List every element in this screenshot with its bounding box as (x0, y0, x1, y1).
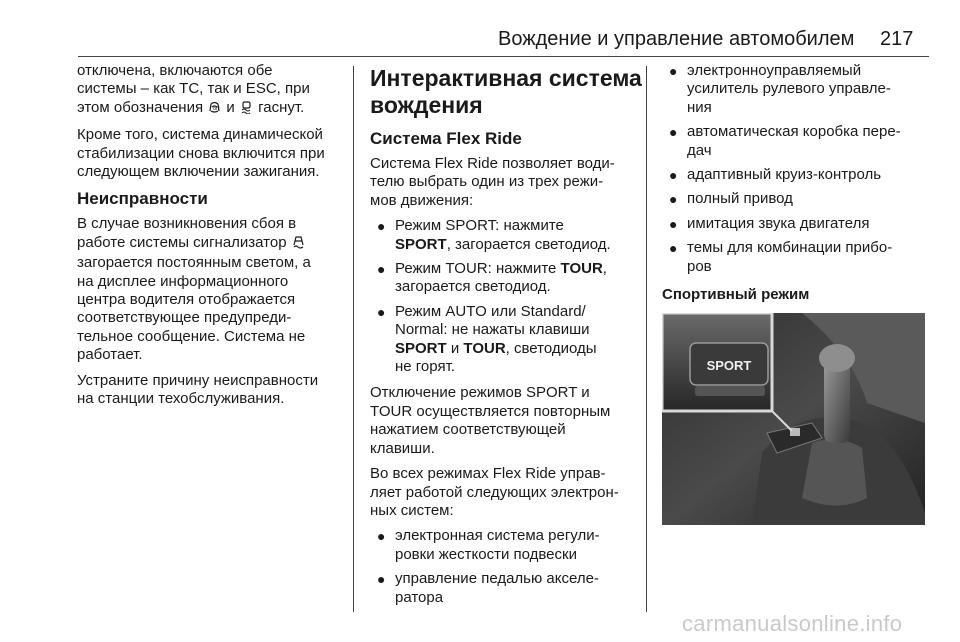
paragraph-esc-reenable: Кроме того, система динамической стабилизации снова включится при следующем включении зажигания. (77, 126, 325, 181)
column-1 (77, 62, 345, 416)
watermark: carmanualsonline.info (682, 611, 903, 636)
paragraph-fault: В случае возникновения сбоя в работе системы сигнализатор загорается постоянным светом, а на дисплее информационного центра водителя отображается соответствующее предупреди- тельное сообщение. Система не работает. (77, 215, 311, 364)
paragraph-systems: Во всех режимах Flex Ride управ- ляет работой следующих электрон- ных систем: (370, 465, 619, 519)
header-title: Вождение и управление автомобилем (498, 28, 855, 50)
heading-sport-mode: Спортивный режим (662, 286, 810, 304)
column-3 (662, 62, 930, 318)
list-item: ● автоматическая коробка пере- дач (669, 123, 901, 159)
paragraph-esc-off: отключена, включаются обе системы – как TC, так и ESC, при этом обозначения off и гаснут. (77, 62, 345, 119)
list-item: ● Режим AUTO или Standard/ Normal: не нажаты клавиши SPORT и TOUR, светодиоды не горят. (377, 302, 597, 376)
paragraph-service: Устраните причину неисправности на станции техобслуживания. (77, 371, 319, 408)
svg-text:off: off (213, 105, 220, 112)
warning-lamp-icon (292, 235, 305, 254)
mode-list (370, 217, 638, 376)
traction-control-off-icon (208, 100, 221, 119)
systems-list-1 (370, 527, 638, 607)
column-2 (370, 62, 642, 615)
column-divider-right (646, 66, 647, 612)
list-item: ● полный привод (669, 190, 793, 208)
page-number: 217 (880, 28, 914, 50)
list-item: ● электронная система регули- ровки жесткости подвески (377, 527, 600, 563)
section-heading: Интерактивная система вождения (370, 65, 642, 118)
systems-list-2 (662, 62, 930, 276)
sport-button-photo (662, 313, 925, 525)
subheading-flex-ride: Система Flex Ride (370, 129, 522, 148)
heading-faults: Неисправности (77, 189, 208, 209)
list-item: ● темы для комбинации прибо- ров (669, 239, 893, 275)
list-item: ● Режим SPORT: нажмите SPORT, загорается светодиод. (377, 217, 611, 253)
page-header (0, 0, 960, 60)
header-rule (78, 56, 929, 57)
column-divider-left (353, 66, 354, 612)
list-item: ● адаптивный круиз-контроль (669, 166, 882, 184)
paragraph-intro: Система Flex Ride позволяет води- телю выбрать один из трех режи- мов движения: (370, 155, 615, 209)
photo-sport-label: SPORT (706, 358, 752, 373)
list-item: ● электронноуправляемый усилитель рулевого управле- ния (669, 62, 891, 116)
list-item: ● управление педалью акселе- ратора (377, 570, 599, 606)
list-item: ● имитация звука двигателя (669, 214, 870, 232)
list-item: ● Режим TOUR: нажмите TOUR, загорается светодиод. (377, 260, 607, 296)
paragraph-deactivate: Отключение режимов SPORT и TOUR осуществляется повторным нажатием соответствующей клавиши. (370, 384, 611, 457)
stability-control-off-icon (240, 100, 253, 119)
